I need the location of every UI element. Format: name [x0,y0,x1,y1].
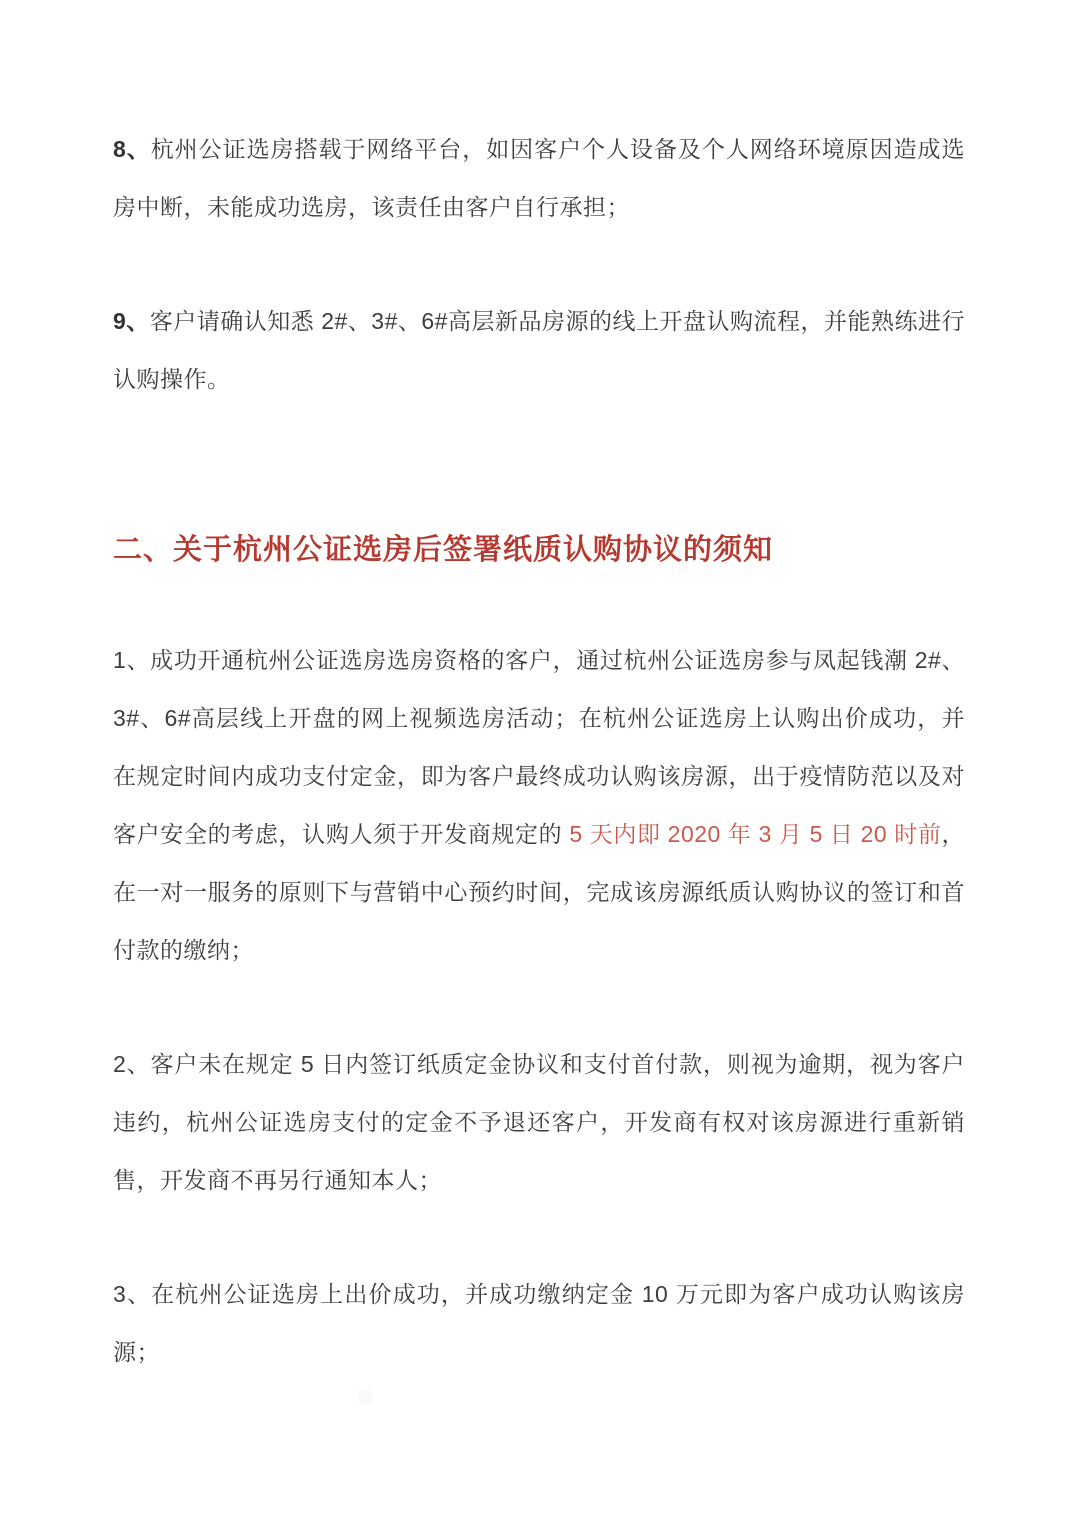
clause-3-text: 在杭州公证选房上出价成功，并成功缴纳定金 10 万元即为客户成功认购该房源； [113,1281,965,1365]
clause-2-number: 2、 [113,1051,151,1077]
clause-9-number: 9、 [113,308,150,334]
clause-1 [113,631,965,979]
clause-2-text: 客户未在规定 5 日内签订纸质定金协议和支付首付款，则视为逾期，视为客户违约，杭州公证选房支付的定金不予退还客户，开发商有权对该房源进行重新销售，开发商不再另行通知本人； [113,1051,965,1193]
clause-8 [113,120,965,236]
clause-1-number: 1、 [113,647,151,673]
clause-1-text-after: ，在一对一服务的原则下与营销中心预约时间，完成该房源纸质认购协议的签订和首付款的缴纳； [113,821,965,963]
clause-1-deadline-highlight: 5 天内即 2020 年 3 月 5 日 20 时前 [562,821,942,847]
section-2-heading: 二、关于杭州公证选房后签署纸质认购协议的须知 [113,534,774,566]
clause-9-text: 客户请确认知悉 2#、3#、6#高层新品房源的线上开盘认购流程，并能熟练进行认购操作。 [113,308,965,392]
clause-9 [113,292,965,408]
clause-1-text-before: 成功开通杭州公证选房选房资格的客户，通过杭州公证选房参与凤起钱潮 2#、3#、6#高层线上开盘的网上视频选房活动；在杭州公证选房上认购出价成功，并在规定时间内成功支付定金，即为客户最终成功认购该房源，出于疫情防范以及对客户安全的考虑，认购人须于开发商规定的 [113,647,965,847]
clause-3-number: 3、 [113,1281,152,1307]
clause-8-text: 杭州公证选房搭载于网络平台，如因客户个人设备及个人网络环境原因造成选房中断，未能成功选房，该责任由客户自行承担； [113,136,965,220]
clause-2 [113,1035,965,1209]
faint-scan-mark [358,1390,372,1404]
clause-8-number: 8、 [113,136,151,162]
clause-3 [113,1265,965,1381]
